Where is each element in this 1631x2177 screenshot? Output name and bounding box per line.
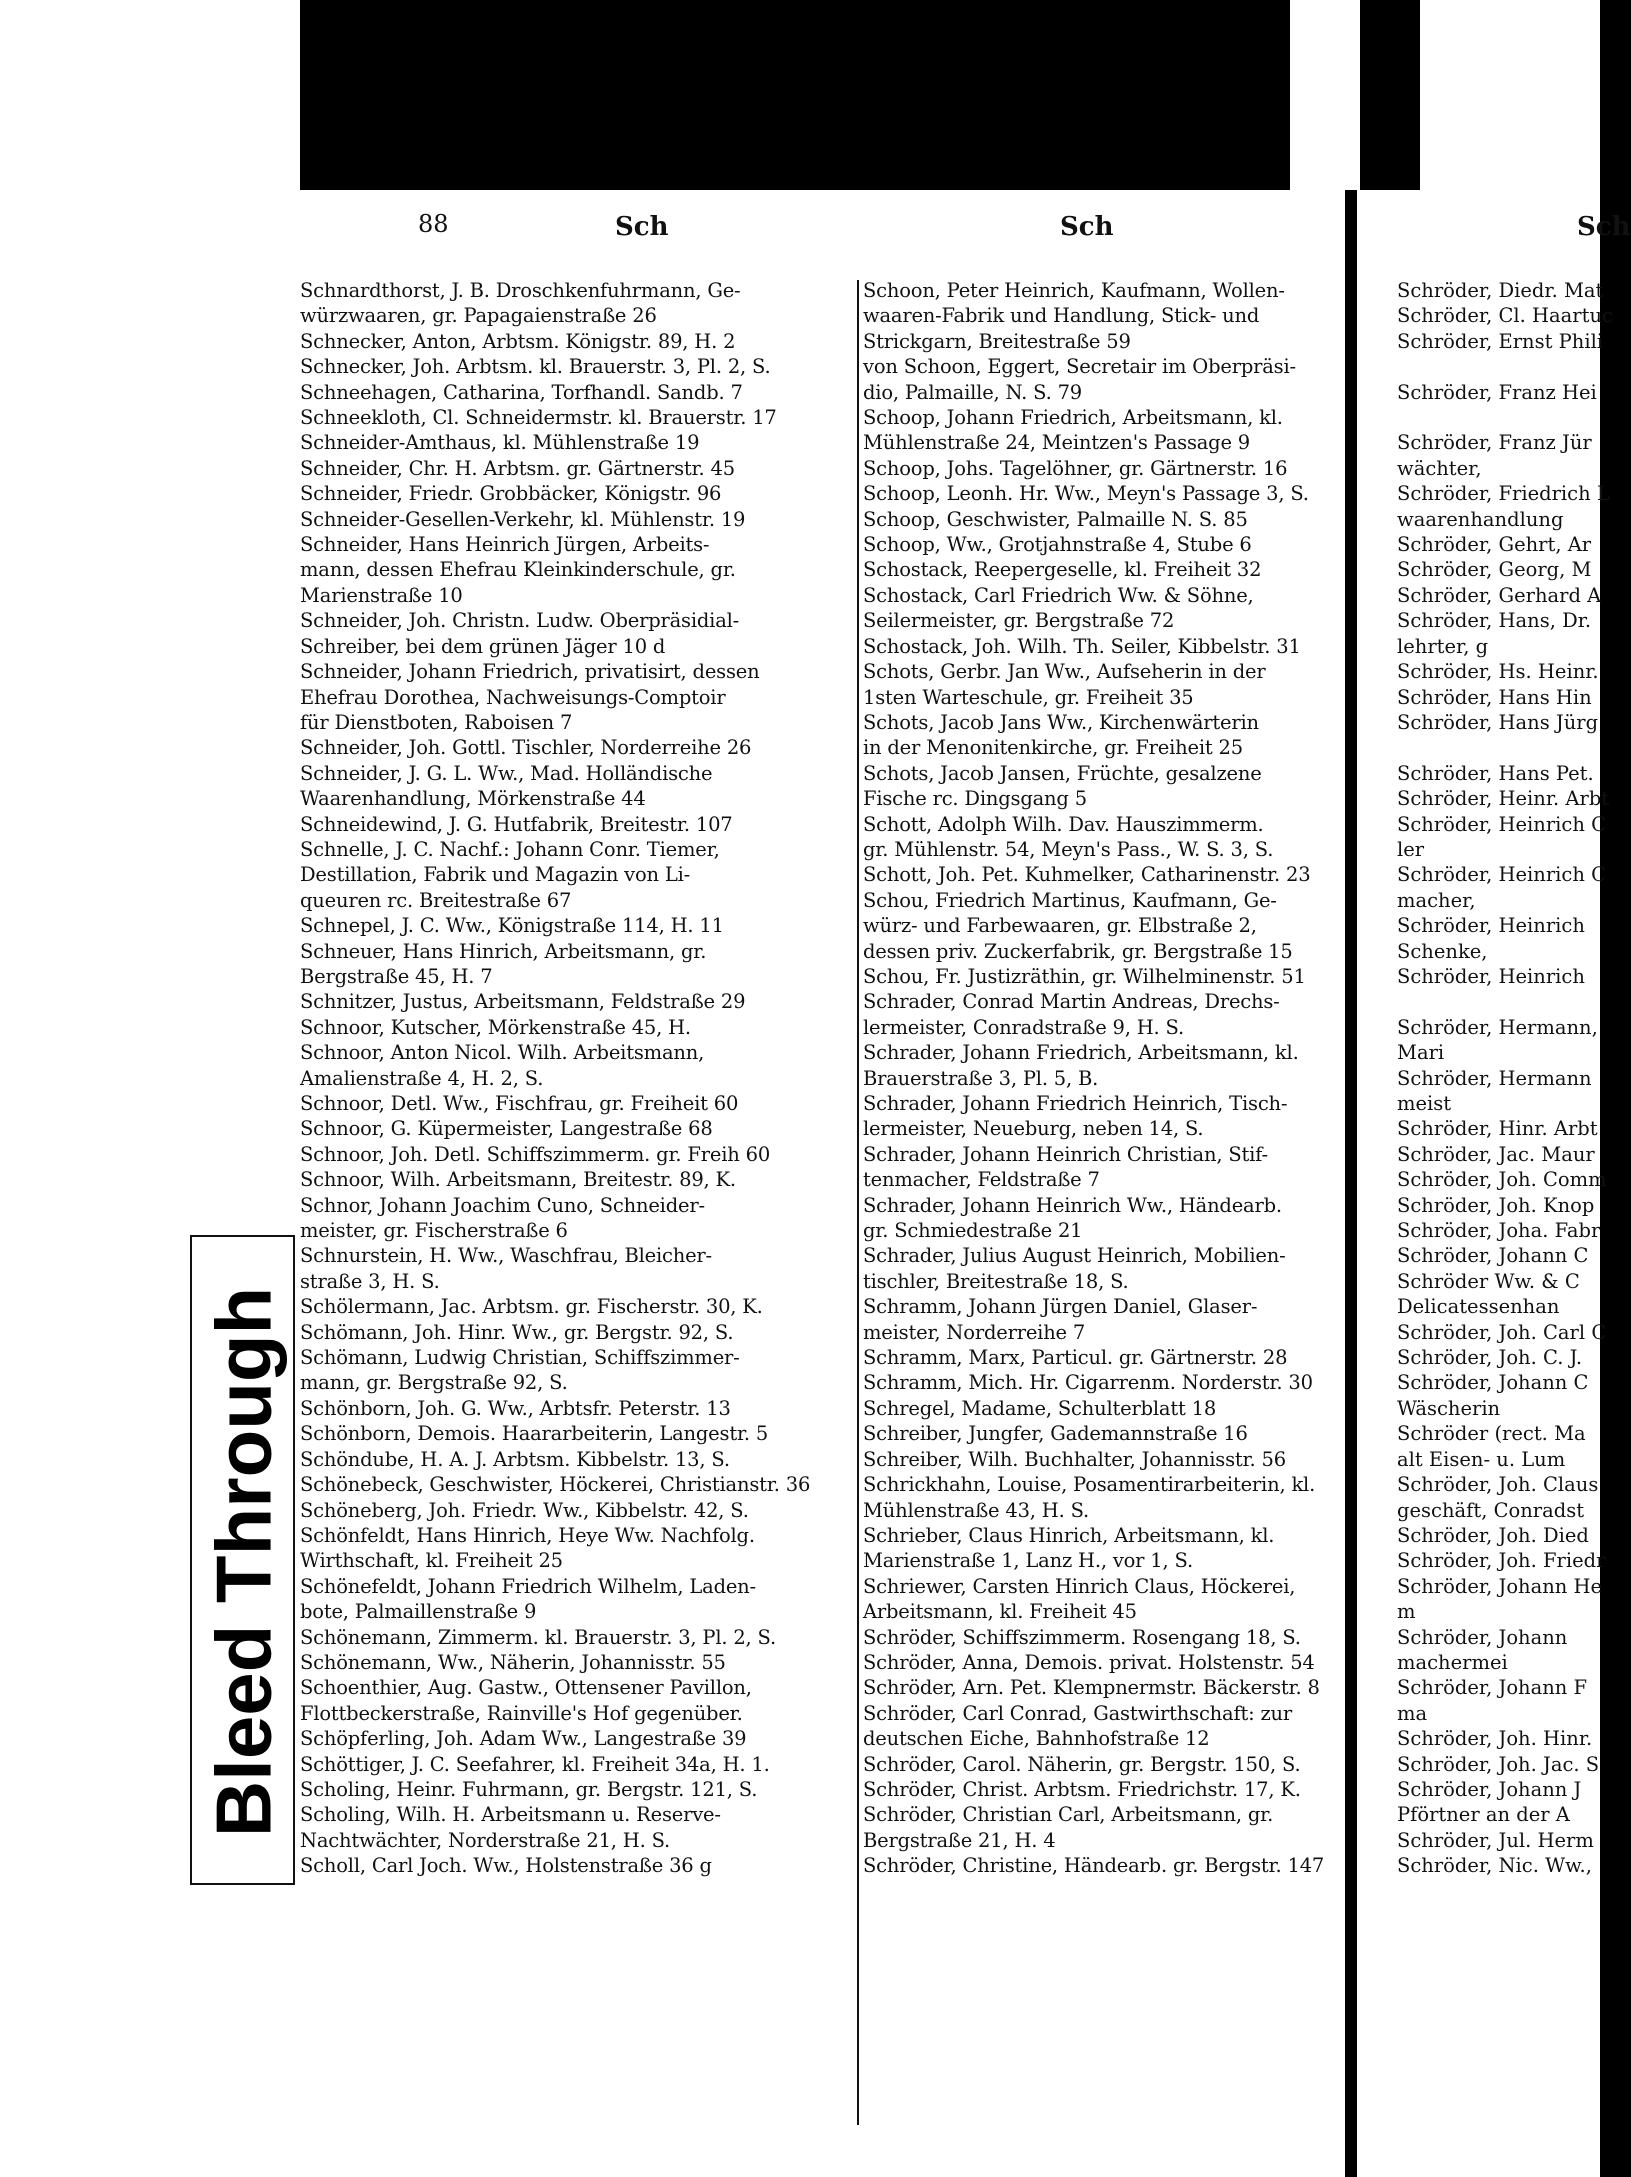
directory-line: Schröder, Johann He [1397, 1574, 1603, 1598]
directory-line: Schröder, Johann C [1397, 1244, 1589, 1268]
directory-line: Schou, Friedrich Martinus, Kaufmann, Ge- [863, 888, 1277, 912]
directory-line: Waarenhandlung, Mörkenstraße 44 [300, 787, 646, 811]
directory-line: würzwaaren, gr. Papagaienstraße 26 [300, 304, 657, 328]
scanned-page [300, 190, 1345, 2177]
directory-line: Schröder (rect. Ma [1397, 1422, 1586, 1446]
facing-page-column [1397, 278, 1613, 1879]
directory-line: gr. Schmiedestraße 21 [863, 1219, 1083, 1243]
directory-line: Schreiber, Wilh. Buchhalter, Johannisstr. 56 [863, 1447, 1286, 1471]
directory-line: Schröder, Hs. Heinr. [1397, 660, 1599, 684]
directory-line: Schröder, Hans Jürg [1397, 710, 1599, 734]
directory-line: Schnoor, Wilh. Arbeitsmann, Breitestr. 89, K. [300, 1168, 736, 1192]
directory-line: dio, Palmaille, N. S. 79 [863, 380, 1083, 404]
directory-line: mann, dessen Ehefrau Kleinkinderschule, gr. [300, 558, 736, 582]
directory-line: Mari [1397, 1041, 1445, 1065]
directory-line: Scholing, Wilh. H. Arbeitsmann u. Reserve- [300, 1803, 721, 1827]
directory-line: Schönemann, Ww., Näherin, Johannisstr. 55 [300, 1650, 726, 1674]
directory-line: Schöttiger, J. C. Seefahrer, kl. Freiheit 34a, H. 1. [300, 1752, 770, 1776]
directory-line: Schrader, Johann Heinrich Ww., Händearb. [863, 1193, 1282, 1217]
directory-line: Schnurstein, H. Ww., Waschfrau, Bleicher- [300, 1244, 712, 1268]
directory-line: alt Eisen- u. Lum [1397, 1447, 1566, 1471]
directory-line: Schoon, Peter Heinrich, Kaufmann, Wollen- [863, 279, 1285, 302]
directory-line: geschäft, Conradst [1397, 1498, 1585, 1522]
top-margin-strip-right [1420, 0, 1600, 190]
directory-line: Scholing, Heinr. Fuhrmann, gr. Bergstr. 121, S. [300, 1777, 758, 1801]
directory-line: Schröder, Hans Pet. [1397, 761, 1594, 785]
directory-line: Schröder, Cl. Haartuc [1397, 304, 1613, 328]
directory-line: Schrader, Johann Friedrich, Arbeitsmann, kl. [863, 1041, 1299, 1065]
directory-line: Schneider, Joh. Christn. Ludw. Oberpräsidial- [300, 609, 740, 633]
directory-line: Schrader, Johann Friedrich Heinrich, Tisch- [863, 1092, 1288, 1115]
directory-line: Schnepel, J. C. Ww., Königstraße 114, H. 11 [300, 914, 724, 938]
directory-line: Schröder, Arn. Pet. Klempnermstr. Bäckerstr. 8 [863, 1676, 1320, 1700]
directory-line: Schömann, Joh. Hinr. Ww., gr. Bergstr. 92, S. [300, 1320, 734, 1344]
directory-line: Schnecker, Anton, Arbtsm. Königstr. 89, H. 2 [300, 329, 736, 353]
book-gutter [1345, 190, 1357, 2177]
directory-line: gr. Mühlenstr. 54, Meyn's Pass., W. S. 3, S. [863, 837, 1274, 861]
directory-line: straße 3, H. S. [300, 1269, 440, 1293]
directory-line: wächter, [1397, 456, 1482, 480]
directory-line [1397, 405, 1613, 430]
directory-line: Schröder, Joh. Claus [1397, 1473, 1599, 1497]
directory-line: tischler, Breitestraße 18, S. [863, 1269, 1129, 1293]
directory-line: Schömann, Ludwig Christian, Schiffszimmer- [300, 1346, 740, 1370]
directory-line: m [1397, 1600, 1416, 1624]
directory-line: waarenhandlung [1397, 507, 1564, 531]
directory-line: Schröder, Carl Conrad, Gastwirthschaft: zur [863, 1701, 1293, 1725]
directory-line: Schrader, Julius August Heinrich, Mobilien- [863, 1244, 1286, 1268]
directory-line: Schnardthorst, J. B. Droschkenfuhrmann, Ge- [300, 279, 741, 302]
directory-line: Schröder, Joh. Friedr [1397, 1549, 1606, 1573]
directory-line: Schnoor, Joh. Detl. Schiffszimmerm. gr. Freih 60 [300, 1142, 771, 1166]
directory-line: Schnecker, Joh. Arbtsm. kl. Brauerstr. 3, Pl. 2, S. [300, 355, 771, 379]
directory-line: Schnelle, J. C. Nachf.: Johann Conr. Tiemer, [300, 837, 720, 861]
directory-line: Schriewer, Carsten Hinrich Claus, Höckerei, [863, 1574, 1296, 1598]
directory-line: Wirthschaft, kl. Freiheit 25 [300, 1549, 563, 1573]
directory-line: Schröder Ww. & C [1397, 1269, 1580, 1293]
directory-line: Marienstraße 10 [300, 583, 463, 607]
left-margin [0, 0, 300, 2177]
directory-line: Schröder, Heinr. Arbt [1397, 787, 1610, 811]
directory-line: Mühlenstraße 24, Meintzen's Passage 9 [863, 431, 1250, 455]
directory-line: Schröder, Joh. Hinr. [1397, 1727, 1593, 1751]
directory-line: waaren-Fabrik und Handlung, Stick- und [863, 304, 1260, 328]
directory-line: tenmacher, Feldstraße 7 [863, 1168, 1100, 1192]
directory-line: Scholl, Carl Joch. Ww., Holstenstraße 36 g [300, 1854, 712, 1878]
directory-line: meist [1397, 1092, 1452, 1115]
directory-line: Schröder, Heinrich [1397, 914, 1585, 938]
directory-line: Schröder, Hermann, [1397, 1015, 1598, 1039]
directory-line: von Schoon, Eggert, Secretair im Oberpräsi- [863, 355, 1296, 379]
top-margin-strip [1290, 0, 1360, 190]
directory-line: Schrieber, Claus Hinrich, Arbeitsmann, kl. [863, 1523, 1275, 1547]
directory-line: Schönfeldt, Hans Hinrich, Heye Ww. Nachfolg. [300, 1523, 755, 1547]
directory-line: deutschen Eiche, Bahnhofstraße 12 [863, 1727, 1210, 1751]
directory-line: Schröder, Heinrich [1397, 964, 1585, 988]
directory-line: Schröder, Friedrich L [1397, 482, 1610, 506]
directory-line: Schröder, Joh. Comm [1397, 1168, 1607, 1192]
directory-line: Schneider, Chr. H. Arbtsm. gr. Gärtnerstr. 45 [300, 456, 735, 480]
directory-line: Schnor, Johann Joachim Cuno, Schneider- [300, 1193, 705, 1217]
directory-line: Bergstraße 21, H. 4 [863, 1828, 1056, 1852]
directory-line: Schröder, Christine, Händearb. gr. Bergstr. 147 [863, 1854, 1325, 1878]
running-header-right: Sch [1060, 212, 1114, 242]
directory-line: Schölermann, Jac. Arbtsm. gr. Fischerstr. 30, K. [300, 1295, 763, 1319]
directory-line: Schenke, [1397, 939, 1488, 963]
directory-line: Schneuer, Hans Hinrich, Arbeitsmann, gr. [300, 939, 707, 963]
directory-line: Schröder, Heinrich C [1397, 812, 1606, 836]
directory-line: Schoop, Leonh. Hr. Ww., Meyn's Passage 3, S. [863, 482, 1309, 506]
directory-line: Schneidewind, J. G. Hutfabrik, Breitestr. 107 [300, 812, 733, 836]
directory-line: Schröder, Hans, Dr. [1397, 609, 1592, 633]
directory-line: Schoop, Johs. Tagelöhner, gr. Gärtnerstr. 16 [863, 456, 1288, 480]
directory-line: Schönborn, Joh. G. Ww., Arbtsfr. Peterstr. 13 [300, 1396, 731, 1420]
directory-line: Schröder, Georg, M [1397, 558, 1592, 582]
directory-line: dessen priv. Zuckerfabrik, gr. Bergstraße 15 [863, 939, 1293, 963]
directory-line: Flottbeckerstraße, Rainville's Hof gegenüber. [300, 1701, 743, 1725]
directory-line: Schröder, Jul. Herm [1397, 1828, 1594, 1852]
directory-line: Schröder, Franz Jür [1397, 431, 1592, 455]
directory-line: Schröder, Hans Hin [1397, 685, 1592, 709]
directory-line: Schrader, Conrad Martin Andreas, Drechs- [863, 990, 1280, 1014]
directory-line: Schneider-Amthaus, kl. Mühlenstraße 19 [300, 431, 700, 455]
directory-line: Ehefrau Dorothea, Nachweisungs-Comptoir [300, 685, 726, 709]
directory-line: Pförtner an der A [1397, 1803, 1570, 1827]
directory-line: Schneider-Gesellen-Verkehr, kl. Mühlenstr. 19 [300, 507, 746, 531]
directory-line: Schneider, J. G. L. Ww., Mad. Holländische [300, 761, 713, 785]
directory-line: bote, Palmaillenstraße 9 [300, 1600, 537, 1624]
directory-line: in der Menonitenkirche, gr. Freiheit 25 [863, 736, 1243, 760]
directory-line: Delicatessenhan [1397, 1295, 1560, 1319]
directory-line: Schönebeck, Geschwister, Höckerei, Christianstr. 36 [300, 1473, 811, 1497]
directory-line: lermeister, Conradstraße 9, H. S. [863, 1015, 1184, 1039]
directory-line: Schröder, Diedr. Mat [1397, 279, 1604, 302]
directory-line: Schnoor, Kutscher, Mörkenstraße 45, H. [300, 1015, 691, 1039]
directory-line: Mühlenstraße 43, H. S. [863, 1498, 1090, 1522]
left-column [300, 278, 855, 1879]
directory-line: Schröder, Carol. Näherin, gr. Bergstr. 150, S. [863, 1752, 1301, 1776]
directory-line: Schröder, Jac. Maur [1397, 1142, 1595, 1166]
directory-line: ler [1397, 837, 1425, 861]
directory-line: Schöpferling, Joh. Adam Ww., Langestraße 39 [300, 1727, 747, 1751]
directory-line: Schramm, Johann Jürgen Daniel, Glaser- [863, 1295, 1258, 1319]
directory-line: Schots, Gerbr. Jan Ww., Aufseherin in der [863, 660, 1266, 684]
directory-line: Schröder, Heinrich C [1397, 863, 1606, 887]
directory-line: Schröder, Joh. Knop [1397, 1193, 1595, 1217]
directory-line: Bergstraße 45, H. 7 [300, 964, 493, 988]
directory-line: Schöneberg, Joh. Friedr. Ww., Kibbelstr. 42, S. [300, 1498, 749, 1522]
directory-line: Brauerstraße 3, Pl. 5, B. [863, 1066, 1099, 1090]
directory-line: Schott, Adolph Wilh. Dav. Hauszimmerm. [863, 812, 1264, 836]
directory-line [1397, 735, 1613, 760]
directory-line: Schröder, Hermann [1397, 1066, 1592, 1090]
directory-line: Strickgarn, Breitestraße 59 [863, 329, 1131, 353]
directory-line: Schröder, Joh. Jac. S [1397, 1752, 1600, 1776]
directory-line: Nachtwächter, Norderstraße 21, H. S. [300, 1828, 671, 1852]
directory-line: macher, [1397, 888, 1476, 912]
directory-line: machermei [1397, 1650, 1508, 1674]
directory-line: Fische rc. Dingsgang 5 [863, 787, 1087, 811]
directory-line: meister, Norderreihe 7 [863, 1320, 1086, 1344]
directory-line: Schnoor, Anton Nicol. Wilh. Arbeitsmann, [300, 1041, 705, 1065]
directory-line: Schramm, Marx, Particul. gr. Gärtnerstr. 28 [863, 1346, 1288, 1370]
directory-line: Schröder, Gerhard A [1397, 583, 1602, 607]
directory-line: Schots, Jacob Jansen, Früchte, gesalzene [863, 761, 1262, 785]
bleed-through-label-box [190, 1235, 295, 1885]
directory-line: Schönefeldt, Johann Friedrich Wilhelm, Laden- [300, 1574, 756, 1598]
directory-line: Schneider, Johann Friedrich, privatisirt, dessen [300, 660, 760, 684]
directory-line: Schröder, Joh. C. J. [1397, 1346, 1583, 1370]
directory-line: Schröder, Christ. Arbtsm. Friedrichstr. 17, K. [863, 1777, 1301, 1801]
directory-line: Schröder, Johann C [1397, 1371, 1589, 1395]
directory-line: Schneider, Hans Heinrich Jürgen, Arbeits- [300, 533, 710, 557]
directory-line: Arbeitsmann, kl. Freiheit 45 [863, 1600, 1137, 1624]
directory-line: meister, gr. Fischerstraße 6 [300, 1219, 568, 1243]
directory-line: Schröder, Nic. Ww., [1397, 1854, 1592, 1878]
directory-line: Schröder, Hinr. Arbt [1397, 1117, 1598, 1141]
directory-line: Schregel, Madame, Schulterblatt 18 [863, 1396, 1217, 1420]
bleed-through-label: Bleed Through [199, 1286, 288, 1838]
directory-line: Schnoor, G. Küpermeister, Langestraße 68 [300, 1117, 713, 1141]
directory-line: Schneehagen, Catharina, Torfhandl. Sandb. 7 [300, 380, 743, 404]
directory-line: mann, gr. Bergstraße 92, S. [300, 1371, 568, 1395]
directory-line: Schröder, Christian Carl, Arbeitsmann, gr. [863, 1803, 1274, 1827]
directory-line: Schreiber, bei dem grünen Jäger 10 d [300, 634, 666, 658]
directory-line: Schoop, Geschwister, Palmaille N. S. 85 [863, 507, 1248, 531]
directory-line: Schröder, Joha. Fabr [1397, 1219, 1601, 1243]
directory-line: Schneekloth, Cl. Schneidermstr. kl. Brauerstr. 17 [300, 406, 777, 430]
directory-line: Wäscherin [1397, 1396, 1501, 1420]
directory-line: Schostack, Carl Friedrich Ww. & Söhne, [863, 583, 1254, 607]
directory-line: lehrter, g [1397, 634, 1489, 658]
directory-line: Schneider, Friedr. Grobbäcker, Königstr. 96 [300, 482, 722, 506]
directory-line: Seilermeister, gr. Bergstraße 72 [863, 609, 1175, 633]
directory-line: Schröder, Schiffszimmerm. Rosengang 18, S. [863, 1625, 1301, 1649]
directory-line: ma [1397, 1701, 1428, 1725]
directory-line: Schönborn, Demois. Haararbeiterin, Langestr. 5 [300, 1422, 769, 1446]
directory-line: Schöndube, H. A. J. Arbtsm. Kibbelstr. 13, S. [300, 1447, 730, 1471]
directory-line: Schrickhahn, Louise, Posamentirarbeiterin, kl. [863, 1473, 1316, 1497]
directory-line: queuren rc. Breitestraße 67 [300, 888, 572, 912]
facing-page [1357, 190, 1631, 2177]
directory-line: Schreiber, Jungfer, Gademannstraße 16 [863, 1422, 1248, 1446]
right-column [863, 278, 1333, 1879]
directory-line: Schrader, Johann Heinrich Christian, Stif- [863, 1142, 1268, 1166]
column-divider [857, 280, 859, 2125]
directory-line [1397, 354, 1613, 379]
directory-line: Schröder, Ernst Phili [1397, 329, 1604, 353]
directory-line: für Dienstboten, Raboisen 7 [300, 710, 573, 734]
directory-line: Schots, Jacob Jans Ww., Kirchenwärterin [863, 710, 1259, 734]
directory-line: Schönemann, Zimmerm. kl. Brauerstr. 3, Pl. 2, S. [300, 1625, 777, 1649]
directory-line: Schröder, Anna, Demois. privat. Holstenstr. 54 [863, 1650, 1315, 1674]
running-header-left: Sch [615, 212, 669, 242]
directory-line: Destillation, Fabrik und Magazin von Li- [300, 863, 691, 887]
directory-line: Schoop, Johann Friedrich, Arbeitsmann, kl. [863, 406, 1283, 430]
directory-line: 1sten Warteschule, gr. Freiheit 35 [863, 685, 1194, 709]
directory-line: Schou, Fr. Justizräthin, gr. Wilhelminenstr. 51 [863, 964, 1306, 988]
directory-line: Schoop, Ww., Grotjahnstraße 4, Stube 6 [863, 533, 1252, 557]
directory-line: Schröder, Franz Hei [1397, 380, 1597, 404]
directory-line: Schröder, Johann F [1397, 1676, 1588, 1700]
directory-line: Schostack, Reepergeselle, kl. Freiheit 32 [863, 558, 1262, 582]
directory-line [1397, 989, 1613, 1014]
directory-line: Schröder, Gehrt, Ar [1397, 533, 1592, 557]
directory-line: Schröder, Joh. Died [1397, 1523, 1589, 1547]
directory-line: Schoenthier, Aug. Gastw., Ottensener Pavillon, [300, 1676, 752, 1700]
page-number: 88 [418, 210, 449, 238]
directory-line: Schröder, Johann J [1397, 1777, 1582, 1801]
directory-line: Schröder, Johann [1397, 1625, 1568, 1649]
directory-line: lermeister, Neueburg, neben 14, S. [863, 1117, 1204, 1141]
directory-line: Schostack, Joh. Wilh. Th. Seiler, Kibbelstr. 31 [863, 634, 1301, 658]
directory-line: Marienstraße 1, Lanz H., vor 1, S. [863, 1549, 1193, 1573]
directory-line: Amalienstraße 4, H. 2, S. [300, 1066, 544, 1090]
directory-line: würz- und Farbewaaren, gr. Elbstraße 2, [863, 914, 1257, 938]
directory-line: Schnitzer, Justus, Arbeitsmann, Feldstraße 29 [300, 990, 746, 1014]
directory-line: Schröder, Joh. Carl C [1397, 1320, 1607, 1344]
directory-line: Schott, Joh. Pet. Kuhmelker, Catharinenstr. 23 [863, 863, 1311, 887]
facing-page-header: Sch [1577, 212, 1631, 242]
directory-line: Schneider, Joh. Gottl. Tischler, Norderreihe 26 [300, 736, 752, 760]
directory-line: Schramm, Mich. Hr. Cigarrenm. Norderstr. 30 [863, 1371, 1313, 1395]
directory-line: Schnoor, Detl. Ww., Fischfrau, gr. Freiheit 60 [300, 1092, 739, 1115]
